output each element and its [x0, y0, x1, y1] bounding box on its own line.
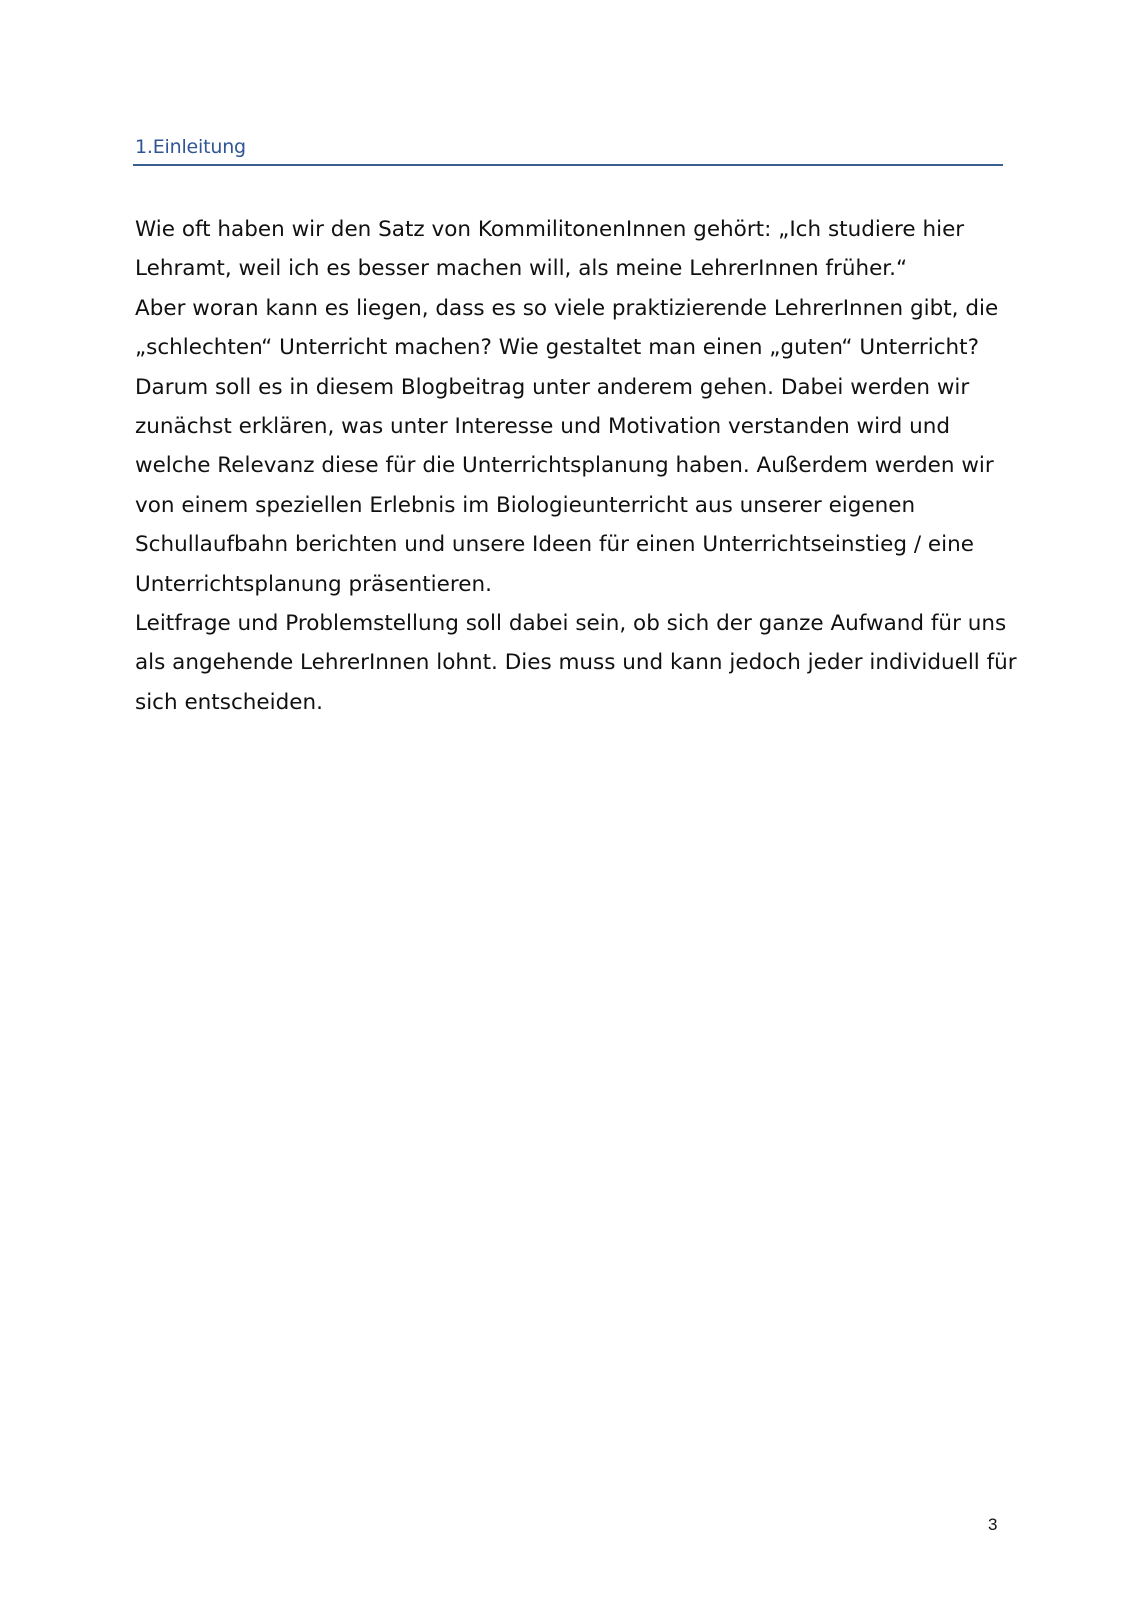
text-line: Darum soll es in diesem Blogbeitrag unter anderem gehen. Dabei werden wir	[135, 374, 970, 400]
section-heading: 1.Einleitung	[135, 136, 246, 158]
text-line: als angehende LehrerInnen lohnt. Dies muss und kann jedoch jeder individuell für	[135, 650, 1017, 676]
text-line: „schlechten“ Unterricht machen? Wie gestaltet man einen „guten“ Unterricht?	[135, 335, 979, 361]
text-line: sich entscheiden.	[135, 689, 323, 715]
text-line: welche Relevanz diese für die Unterrichtsplanung haben. Außerdem werden wir	[135, 453, 994, 479]
heading-underline	[133, 164, 1003, 166]
text-line: Leitfrage und Problemstellung soll dabei sein, ob sich der ganze Aufwand für uns	[135, 611, 1007, 637]
text-line: Wie oft haben wir den Satz von KommilitonenInnen gehört: „Ich studiere hier	[135, 217, 965, 242]
text-line: Schullaufbahn berichten und unsere Ideen für einen Unterrichtseinstieg / eine	[135, 532, 974, 558]
text-line: Unterrichtsplanung präsentieren.	[135, 571, 492, 597]
body-paragraph	[135, 210, 1015, 722]
text-line: Aber woran kann es liegen, dass es so viele praktizierende LehrerInnen gibt, die	[135, 295, 999, 321]
text-line: zunächst erklären, was unter Interesse und Motivation verstanden wird und	[135, 414, 950, 440]
page-number: 3	[988, 1515, 998, 1534]
text-line: Lehramt, weil ich es besser machen will, als meine LehrerInnen früher.“	[135, 256, 908, 282]
text-line: von einem speziellen Erlebnis im Biologieunterricht aus unserer eigenen	[135, 492, 916, 518]
